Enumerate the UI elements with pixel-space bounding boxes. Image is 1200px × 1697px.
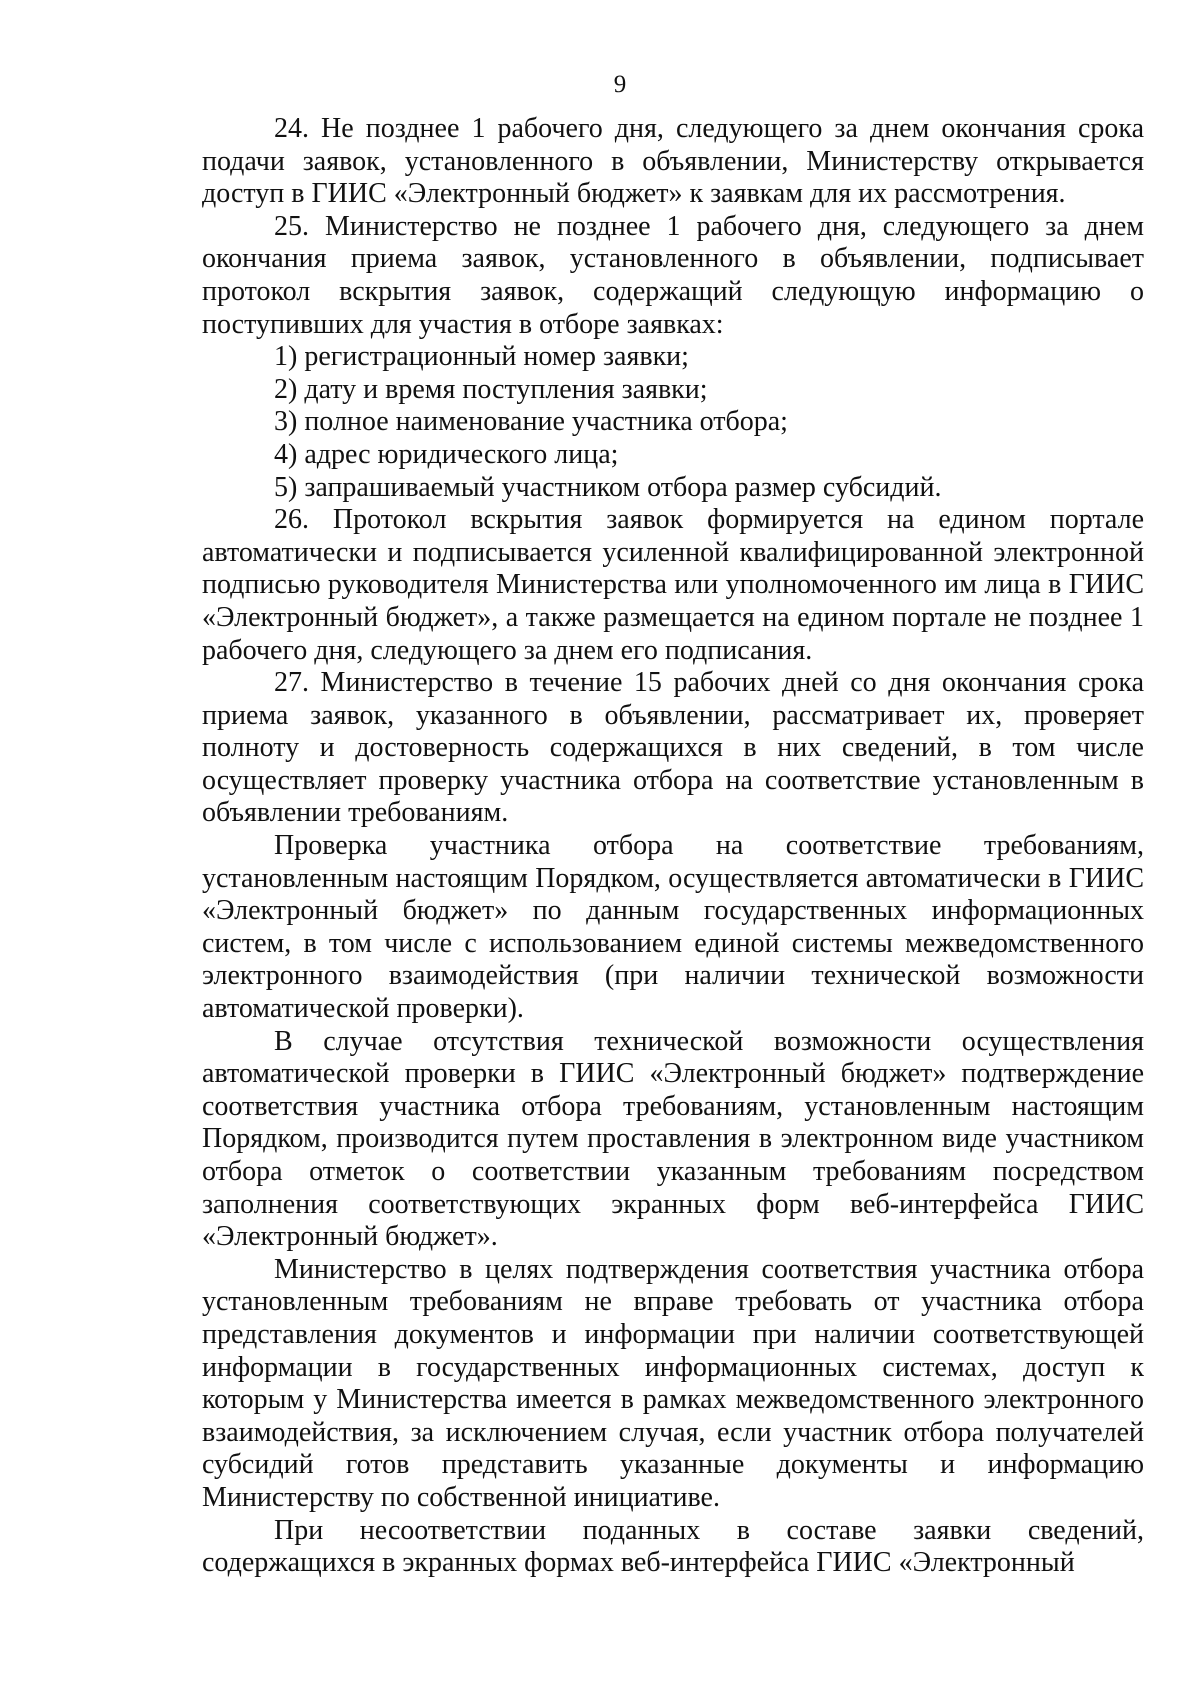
paragraph-26: 26. Протокол вскрытия заявок формируется на едином портале автоматически и подписывается усиленной квалифицированной электронной подписью руководителя Министерства или уполномоченного им лица в ГИИС «Электронный бюджет», а также размещается на едином портале не позднее 1 рабочего дня, следующего за днем его подписания. [202,504,1144,666]
list-item-4: 4) адрес юридического лица; [274,438,619,470]
paragraph-27: 27. Министерство в течение 15 рабочих дней со дня окончания срока приема заявок, указанного в объявлении, рассматривает их, проверяет полноту и достоверность содержащихся в них сведений, в том числе осуществляет проверку участника отбора на соответствие установленным в объявлении требованиям. [202,667,1144,829]
paragraph-ministry-requirements: Министерство в целях подтверждения соответствия участника отбора установленным требованиям не вправе требовать от участника отбора представления документов и информации при наличии соответствующей информации в государственных информационных системах, доступ к которым у Министерства имеется в рамках межведомственного электронного взаимодействия, за исключением случая, если участник отбора получателей субсидий готов представить указанные документы и информацию Министерству по собственной инициативе. [202,1253,1144,1513]
paragraph-25: 25. Министерство не позднее 1 рабочего дня, следующего за днем окончания приема заявок, установленного в объявлении, подписывает протокол вскрытия заявок, содержащий следующую информацию о поступивших для участия в отборе заявках: [202,210,1144,340]
paragraph-24: 24. Не позднее 1 рабочего дня, следующего за днем окончания срока подачи заявок, установленного в объявлении, Министерству открывается доступ в ГИИС «Электронный бюджет» к заявкам для их рассмотрения. [202,113,1144,210]
page-number: 9 [613,71,627,98]
list-item-3: 3) полное наименование участника отбора; [274,406,788,438]
list-item-2: 2) дату и время поступления заявки; [274,373,708,405]
paragraph-no-technical-possibility: В случае отсутствия технической возможности осуществления автоматической проверки в ГИИС «Электронный бюджет» подтверждение соответствия участника отбора требованиям, установленным настоящим Порядком, производится путем проставления в электронном виде участником отбора отметок о соответствии указанным требованиям посредством заполнения соответствующих экранных форм веб-интерфейса ГИИС «Электронный бюджет». [202,1025,1144,1253]
paragraph-verification: Проверка участника отбора на соответствие требованиям, установленным настоящим Порядком, осуществляется автоматически в ГИИС «Электронный бюджет» по данным государственных информационных систем, в том числе с использованием единой системы межведомственного электронного взаимодействия (при наличии технической возможности автоматической проверки). [202,830,1144,1025]
list-item-1: 1) регистрационный номер заявки; [274,341,689,373]
document-body [202,113,1144,1580]
paragraph-mismatch: При несоответствии поданных в составе заявки сведений, содержащихся в экранных формах веб-интерфейса ГИИС «Электронный [202,1514,1144,1579]
list-item-5: 5) запрашиваемый участником отбора размер субсидий. [274,471,942,503]
